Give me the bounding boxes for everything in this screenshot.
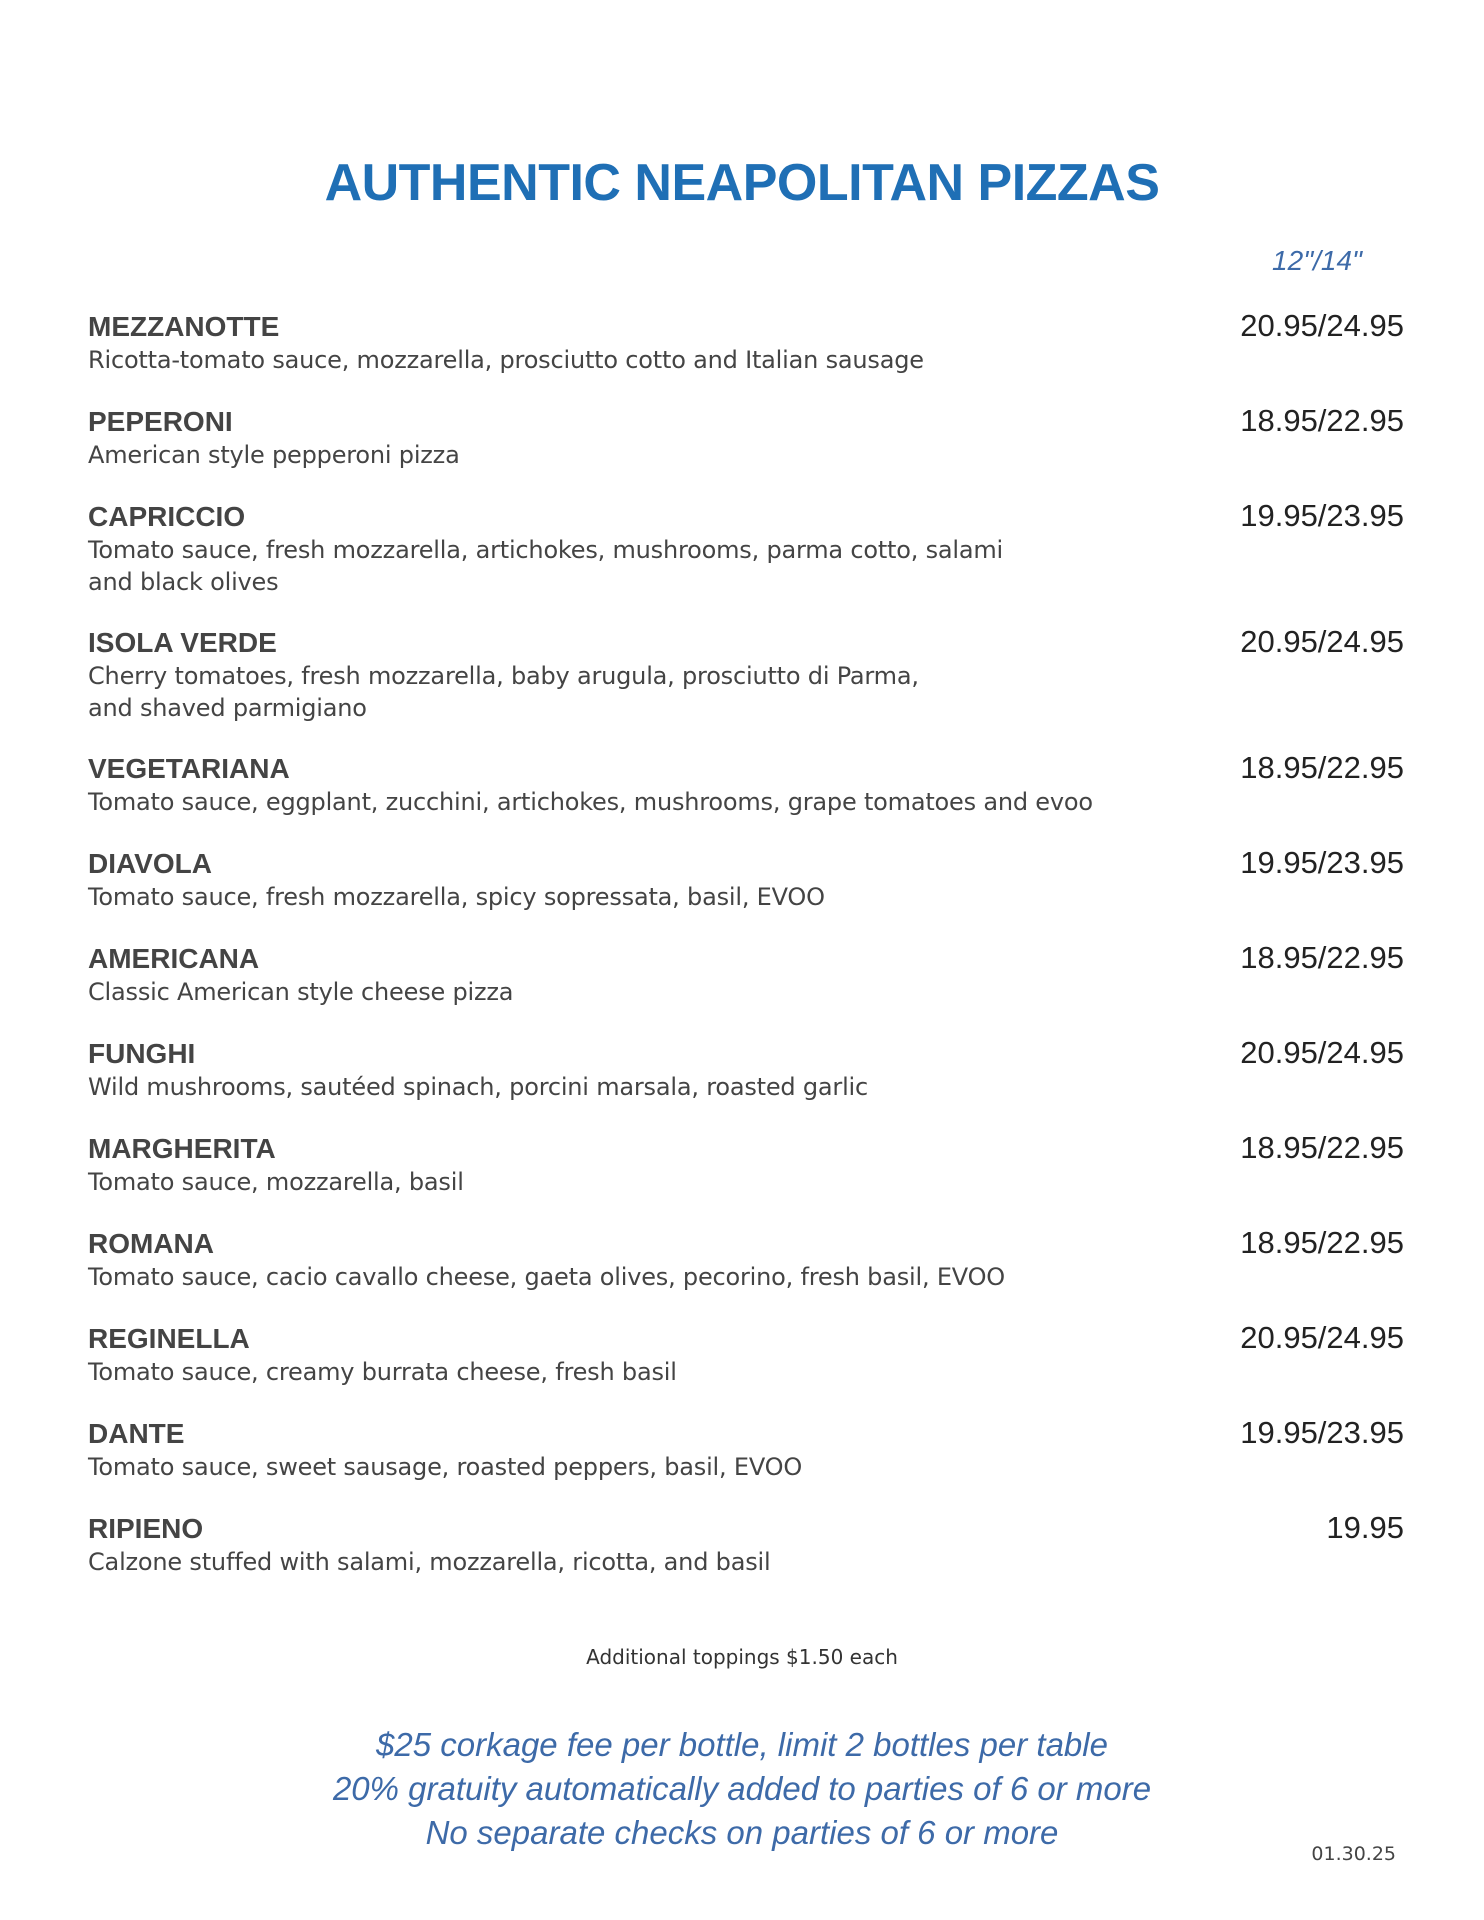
item-description: Tomato sauce, mozzarella, basil	[88, 1168, 464, 1196]
item-price: 20.95/24.95	[1240, 1320, 1404, 1355]
item-price: 19.95	[1326, 1510, 1404, 1545]
item-name: REGINELLA	[88, 1323, 250, 1354]
item-price: 19.95/23.95	[1240, 1415, 1404, 1450]
item-description: Cherry tomatoes, fresh mozzarella, baby arugula, prosciutto di Parma, and shaved parmigiano	[88, 662, 919, 722]
item-description: Wild mushrooms, sautéed spinach, porcini marsala, roasted garlic	[88, 1073, 869, 1101]
menu-item	[88, 1037, 1404, 1132]
item-description: Calzone stuffed with salami, mozzarella, ricotta, and basil	[88, 1548, 771, 1576]
menu-item	[88, 1512, 1404, 1607]
item-description: Tomato sauce, eggplant, zucchini, artichokes, mushrooms, grape tomatoes and evoo	[88, 788, 1093, 816]
item-description: Ricotta-tomato sauce, mozzarella, prosciutto cotto and Italian sausage	[88, 346, 924, 374]
item-name: DANTE	[88, 1418, 185, 1449]
menu-item	[88, 626, 1404, 752]
item-price: 18.95/22.95	[1240, 1225, 1404, 1260]
item-price: 20.95/24.95	[1240, 624, 1404, 659]
menu-item	[88, 1132, 1404, 1227]
item-price: 18.95/22.95	[1240, 403, 1404, 438]
item-name: ROMANA	[88, 1228, 214, 1259]
menu-item	[88, 500, 1404, 626]
policy-notes	[0, 1723, 1484, 1855]
item-description: Tomato sauce, cacio cavallo cheese, gaeta olives, pecorino, fresh basil, EVOO	[88, 1263, 1005, 1291]
menu-item	[88, 1322, 1404, 1417]
pizza-list	[88, 310, 1404, 1607]
item-name: FUNGHI	[88, 1038, 196, 1069]
size-header: 12"/14"	[1272, 245, 1362, 276]
menu-item	[88, 1417, 1404, 1512]
item-name: ISOLA VERDE	[88, 627, 277, 658]
menu-item	[88, 752, 1404, 847]
item-name: RIPIENO	[88, 1513, 204, 1544]
item-description: Classic American style cheese pizza	[88, 978, 514, 1006]
separate-checks-note: No separate checks on parties of 6 or more	[425, 1814, 1059, 1851]
item-name: VEGETARIANA	[88, 753, 290, 784]
item-name: AMERICANA	[88, 943, 260, 974]
item-description: Tomato sauce, fresh mozzarella, spicy sopressata, basil, EVOO	[88, 883, 825, 911]
item-name: CAPRICCIO	[88, 501, 246, 532]
corkage-note: $25 corkage fee per bottle, limit 2 bottles per table	[376, 1726, 1108, 1763]
item-description: Tomato sauce, fresh mozzarella, artichokes, mushrooms, parma cotto, salami and black olives	[88, 536, 1004, 596]
item-price: 20.95/24.95	[1240, 308, 1404, 343]
toppings-note: Additional toppings $1.50 each	[586, 1645, 898, 1669]
item-price: 20.95/24.95	[1240, 1035, 1404, 1070]
menu-date: 01.30.25	[1311, 1843, 1396, 1865]
menu-item	[88, 310, 1404, 405]
menu-item	[88, 1227, 1404, 1322]
item-name: MARGHERITA	[88, 1133, 276, 1164]
item-price: 19.95/23.95	[1240, 845, 1404, 880]
item-price: 18.95/22.95	[1240, 1130, 1404, 1165]
item-name: PEPERONI	[88, 406, 233, 437]
page-title: AUTHENTIC NEAPOLITAN PIZZAS	[324, 154, 1160, 212]
item-price: 19.95/23.95	[1240, 498, 1404, 533]
item-description: Tomato sauce, creamy burrata cheese, fresh basil	[88, 1358, 677, 1386]
item-description: American style pepperoni pizza	[88, 441, 460, 469]
gratuity-note: 20% gratuity automatically added to parties of 6 or more	[332, 1770, 1152, 1807]
item-description: Tomato sauce, sweet sausage, roasted peppers, basil, EVOO	[88, 1453, 803, 1481]
menu-item	[88, 847, 1404, 942]
item-price: 18.95/22.95	[1240, 940, 1404, 975]
menu-item	[88, 405, 1404, 500]
menu-item	[88, 942, 1404, 1037]
item-name: DIAVOLA	[88, 848, 212, 879]
item-name: MEZZANOTTE	[88, 311, 280, 342]
item-price: 18.95/22.95	[1240, 750, 1404, 785]
